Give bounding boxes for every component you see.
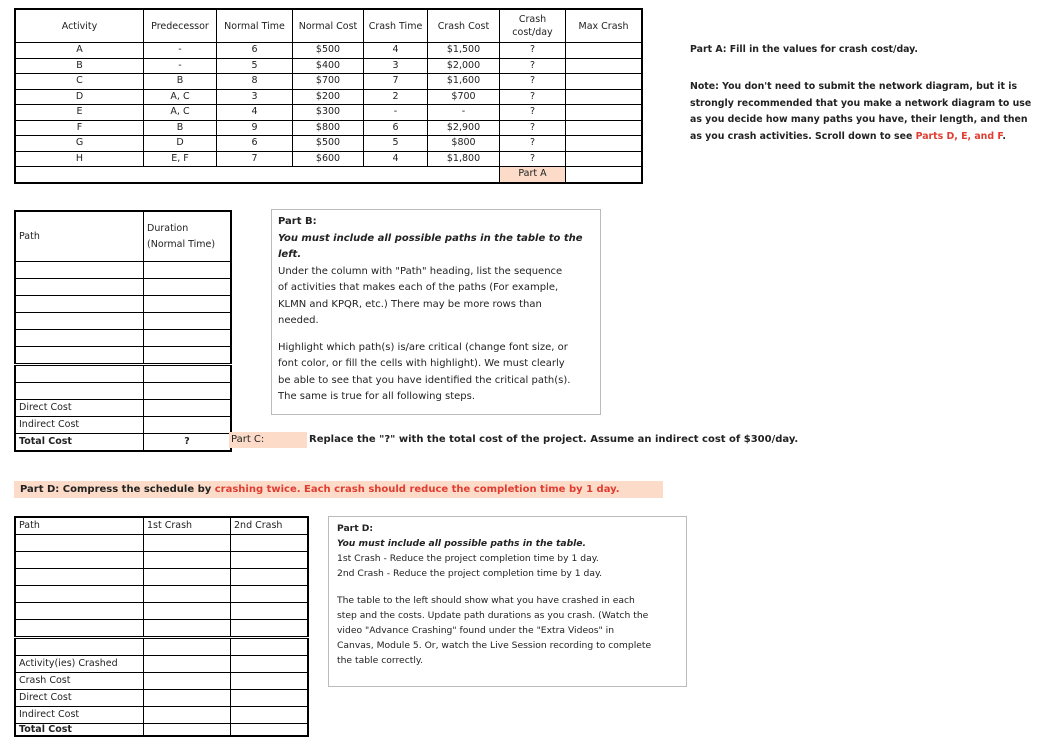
activity-cell: F	[15, 120, 144, 136]
path-header: Path	[15, 517, 144, 535]
indirect-cost-row: Indirect Cost	[15, 707, 308, 724]
activity-cell: $2,900	[428, 120, 500, 136]
crash-table	[14, 516, 309, 737]
activity-cell: 7	[364, 74, 428, 90]
activity-row	[15, 136, 642, 152]
note-line: as you decide how many paths you have, their length, and then	[690, 114, 1028, 125]
activity-row	[15, 105, 642, 121]
activity-cell: $1,800	[428, 151, 500, 167]
activity-cell: $700	[293, 74, 364, 90]
path-row[interactable]	[15, 365, 231, 383]
activity-cell: 5	[217, 58, 293, 74]
indirect-cost-row: Indirect Cost	[15, 417, 231, 434]
header-crash-time: Crash Time	[364, 9, 428, 43]
activity-cell: 7	[217, 151, 293, 167]
header-activity: Activity	[15, 9, 144, 43]
activity-row	[15, 74, 642, 90]
header-predecessor: Predecessor	[144, 9, 217, 43]
crash-cost-per-day-cell[interactable]: ?	[500, 151, 566, 167]
max-crash-cell[interactable]	[566, 43, 643, 59]
activity-row	[15, 120, 642, 136]
crash-cost-per-day-cell[interactable]: ?	[500, 58, 566, 74]
activity-cell: 6	[217, 43, 293, 59]
path-row[interactable]	[15, 313, 231, 330]
max-crash-cell[interactable]	[566, 58, 643, 74]
activity-cell: $1,500	[428, 43, 500, 59]
path-header: Path	[15, 211, 144, 262]
activity-cell: -	[364, 105, 428, 121]
first-crash-header: 1st Crash	[144, 517, 231, 535]
part-c-instruction: Replace the "?" with the total cost of the project. Assume an indirect cost of $300/day.	[309, 434, 799, 445]
direct-cost-row: Direct Cost	[15, 400, 231, 417]
parts-def-link-text: Parts D, E, and F	[915, 130, 1003, 142]
crash-path-row[interactable]	[15, 569, 308, 586]
part-d-banner: Part D: Compress the schedule by crashing twice. Each crash should reduce the completion time by 1 day.	[14, 481, 663, 498]
path-row[interactable]	[15, 296, 231, 313]
part-d-title: Part D:	[337, 523, 374, 534]
activity-cell: B	[144, 120, 217, 136]
crash-cost-per-day-cell[interactable]: ?	[500, 74, 566, 90]
total-cost-row: Total Cost ?	[15, 434, 231, 452]
crash-table-header	[15, 517, 308, 535]
activity-cell: $200	[293, 89, 364, 105]
crash-path-row[interactable]	[15, 620, 308, 638]
note-line: Note: You don't need to submit the network diagram, but it is	[690, 81, 1018, 92]
activity-cell: B	[144, 74, 217, 90]
path-duration-table	[14, 210, 232, 452]
crash-cost-per-day-cell[interactable]: ?	[500, 120, 566, 136]
activity-table	[14, 8, 643, 184]
activity-cell: G	[15, 136, 144, 152]
activity-cell: -	[428, 105, 500, 121]
total-cost-row: Total Cost	[15, 724, 308, 737]
activity-cell: B	[15, 58, 144, 74]
activity-row	[15, 89, 642, 105]
activity-cell: 3	[217, 89, 293, 105]
activity-table-footer	[15, 167, 642, 183]
activity-cell: 3	[364, 58, 428, 74]
activity-cell: D	[144, 136, 217, 152]
part-b-title: Part B:	[278, 216, 317, 227]
activity-cell: 8	[217, 74, 293, 90]
crash-cost-per-day-cell[interactable]: ?	[500, 105, 566, 121]
crash-cost-per-day-cell[interactable]: ?	[500, 43, 566, 59]
activity-row	[15, 151, 642, 167]
activity-cell: E, F	[144, 151, 217, 167]
duration-header: Duration (Normal Time)	[144, 211, 232, 262]
path-row[interactable]	[15, 383, 231, 400]
second-crash-header: 2nd Crash	[231, 517, 309, 535]
header-max-crash: Max Crash	[566, 9, 643, 43]
activity-cell: -	[144, 43, 217, 59]
activity-cell: 2	[364, 89, 428, 105]
part-b-instructions: Part B: You must include all possible paths in the table to the left. Under the column with "Path" heading, list the sequence of activities that makes each of the paths (For example, KLMN and KPQR, etc.) There may be more rows than needed. Highlight which path(s) is/are critical (change font size, or font color, or fill the cells with highlight). We must clearly be able to see that you have identified the critical path(s). The same is true for all following steps.	[271, 209, 601, 415]
activity-cell: A, C	[144, 105, 217, 121]
crash-path-row[interactable]	[15, 638, 308, 656]
path-row[interactable]	[15, 262, 231, 279]
activity-cell: -	[144, 58, 217, 74]
activity-cell: A, C	[144, 89, 217, 105]
crash-path-row[interactable]	[15, 552, 308, 569]
activity-table-header	[15, 9, 642, 43]
header-normal-time: Normal Time	[217, 9, 293, 43]
max-crash-cell[interactable]	[566, 89, 643, 105]
activity-cell: $800	[428, 136, 500, 152]
activity-row	[15, 58, 642, 74]
activity-cell: 6	[217, 136, 293, 152]
activity-cell: 5	[364, 136, 428, 152]
activities-crashed-row: Activity(ies) Crashed	[15, 656, 308, 673]
activity-cell: $2,000	[428, 58, 500, 74]
max-crash-cell[interactable]	[566, 151, 643, 167]
max-crash-cell[interactable]	[566, 105, 643, 121]
max-crash-cell[interactable]	[566, 120, 643, 136]
max-crash-cell[interactable]	[566, 136, 643, 152]
part-a-instruction-text: Part A: Fill in the values for crash cost/day.	[690, 44, 918, 55]
crash-cost-per-day-cell[interactable]: ?	[500, 89, 566, 105]
header-crash-cost-per-day: Crash cost/day	[500, 9, 566, 43]
activity-cell: $400	[293, 58, 364, 74]
activity-cell: 4	[364, 151, 428, 167]
note-line: strongly recommended that you make a network diagram to use	[690, 97, 1032, 109]
activity-cell: $800	[293, 120, 364, 136]
part-a-label: Part A	[500, 167, 566, 183]
direct-cost-row: Direct Cost	[15, 690, 308, 707]
crash-path-row[interactable]	[15, 535, 308, 552]
path-row[interactable]	[15, 330, 231, 347]
activity-cell: 4	[217, 105, 293, 121]
crash-path-row[interactable]	[15, 603, 308, 620]
crash-cost-per-day-cell[interactable]: ?	[500, 136, 566, 152]
network-diagram-note	[690, 79, 1031, 145]
part-a-instruction	[690, 42, 918, 59]
activity-cell: A	[15, 43, 144, 59]
max-crash-cell[interactable]	[566, 74, 643, 90]
activity-cell: 6	[364, 120, 428, 136]
header-normal-cost: Normal Cost	[293, 9, 364, 43]
crash-cost-row: Crash Cost	[15, 673, 308, 690]
part-d-instructions: Part D: You must include all possible paths in the table. 1st Crash - Reduce the project completion time by 1 day. 2nd Crash - Reduce the project completion time by 1 day. The table to the left should show what you have crashed in each step and the costs. Update path durations as you crash. (Watch the video "Advance Crashing" found under the "Extra Videos" in Canvas, Module 5. Or, watch the Live Session recording to complete the table correctly.	[328, 516, 687, 687]
activity-cell: $600	[293, 151, 364, 167]
activity-cell: $1,600	[428, 74, 500, 90]
crash-path-row[interactable]	[15, 586, 308, 603]
activity-cell: $500	[293, 43, 364, 59]
activity-cell: H	[15, 151, 144, 167]
activity-cell: 9	[217, 120, 293, 136]
activity-table-body	[15, 43, 642, 167]
activity-row	[15, 43, 642, 59]
activity-cell: C	[15, 74, 144, 90]
part-c-label: Part C:	[229, 432, 307, 448]
path-table-header	[15, 211, 231, 262]
activity-cell: $500	[293, 136, 364, 152]
activity-cell: $300	[293, 105, 364, 121]
activity-cell: 4	[364, 43, 428, 59]
header-crash-cost: Crash Cost	[428, 9, 500, 43]
path-row[interactable]	[15, 279, 231, 296]
total-cost-value[interactable]: ?	[144, 434, 232, 452]
note-line: as you crash activities. Scroll down to see Parts D, E, and F.	[690, 130, 1006, 142]
activity-cell: D	[15, 89, 144, 105]
path-row[interactable]	[15, 347, 231, 365]
activity-cell: E	[15, 105, 144, 121]
activity-cell: $700	[428, 89, 500, 105]
